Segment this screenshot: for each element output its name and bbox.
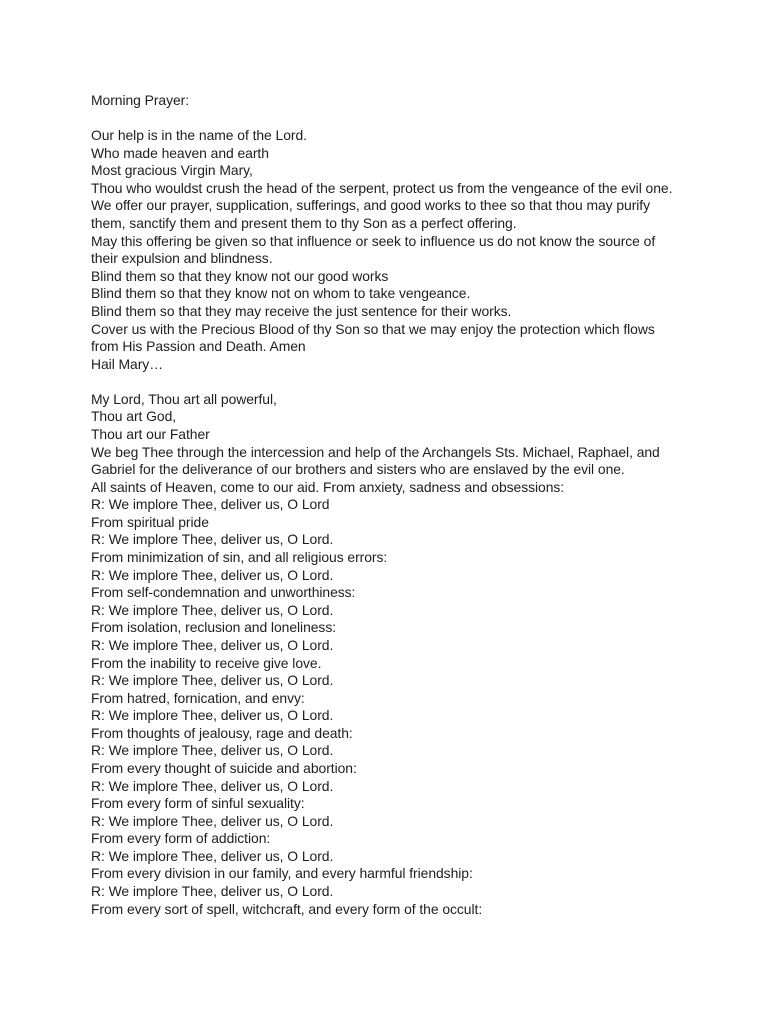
text-line: Who made heaven and earth [91, 144, 269, 161]
paragraph-spacer [91, 110, 691, 128]
text-line: from His Passion and Death. Amen [91, 338, 306, 355]
text-line: Cover us with the Precious Blood of thy Son so that we may enjoy the protection which flows [91, 320, 655, 337]
text-line: May this offering be given so that influence or seek to influence us do not know the source of [91, 232, 656, 249]
text-line: From isolation, reclusion and loneliness: [91, 619, 337, 636]
text-line: From every form of sinful sexuality: [91, 795, 305, 812]
text-line: Thou art our Father [91, 425, 210, 442]
response-line: R: We implore Thee, deliver us, O Lord. [91, 777, 334, 794]
text-line: We beg Thee through the intercession and help of the Archangels Sts. Michael, Raphael, and [91, 443, 660, 460]
text-line: All saints of Heaven, come to our aid. From anxiety, sadness and obsessions: [91, 478, 565, 495]
text-line: Blind them so that they know not our good works [91, 267, 389, 284]
response-line: R: We implore Thee, deliver us, O Lord. [91, 883, 334, 900]
response-line: R: We implore Thee, deliver us, O Lord. [91, 847, 334, 864]
text-line: From the inability to receive give love. [91, 654, 322, 671]
text-line: Most gracious Virgin Mary, [91, 162, 253, 179]
response-line: R: We implore Thee, deliver us, O Lord. [91, 531, 334, 548]
text-line: Blind them so that they may receive the just sentence for their works. [91, 302, 512, 319]
text-line: From spiritual pride [91, 513, 209, 530]
text-line: Thou who wouldst crush the head of the serpent, protect us from the vengeance of the evil one. [91, 179, 673, 196]
text-line: them, sanctify them and present them to thy Son as a perfect offering. [91, 215, 517, 232]
text-line: From every sort of spell, witchcraft, and every form of the occult: [91, 900, 483, 917]
paragraph-spacer [91, 373, 691, 391]
text-line: Blind them so that they know not on whom to take vengeance. [91, 285, 471, 302]
text-line: From self-condemnation and unworthiness: [91, 584, 356, 601]
response-line: R: We implore Thee, deliver us, O Lord. [91, 742, 334, 759]
text-line: Our help is in the name of the Lord. [91, 127, 307, 144]
text-line: Hail Mary… [91, 355, 164, 372]
response-line: R: We implore Thee, deliver us, O Lord. [91, 601, 334, 618]
text-line: From minimization of sin, and all religious errors: [91, 549, 388, 566]
text-line: Gabriel for the deliverance of our brothers and sisters who are enslaved by the evil one. [91, 461, 625, 478]
text-line: From hatred, fornication, and envy: [91, 689, 305, 706]
text-line: From every thought of suicide and abortion: [91, 759, 357, 776]
text-line: their expulsion and blindness. [91, 250, 273, 267]
text-line: My Lord, Thou art all powerful, [91, 390, 277, 407]
response-line: R: We implore Thee, deliver us, O Lord. [91, 672, 334, 689]
response-line: R: We implore Thee, deliver us, O Lord. [91, 812, 334, 829]
document-body [91, 92, 691, 918]
text-line: From every division in our family, and every harmful friendship: [91, 865, 473, 882]
text-line: Thou art God, [91, 408, 177, 425]
text-line: From every form of addiction: [91, 830, 271, 847]
response-line: R: We implore Thee, deliver us, O Lord. [91, 707, 334, 724]
document-title: Morning Prayer: [91, 92, 190, 108]
response-line: R: We implore Thee, deliver us, O Lord. [91, 636, 334, 653]
text-line: We offer our prayer, supplication, sufferings, and good works to thee so that thou may purify [91, 197, 651, 214]
text-line: From thoughts of jealousy, rage and death: [91, 724, 353, 741]
response-line: R: We implore Thee, deliver us, O Lord. [91, 566, 334, 583]
response-line: R: We implore Thee, deliver us, O Lord [91, 496, 330, 513]
